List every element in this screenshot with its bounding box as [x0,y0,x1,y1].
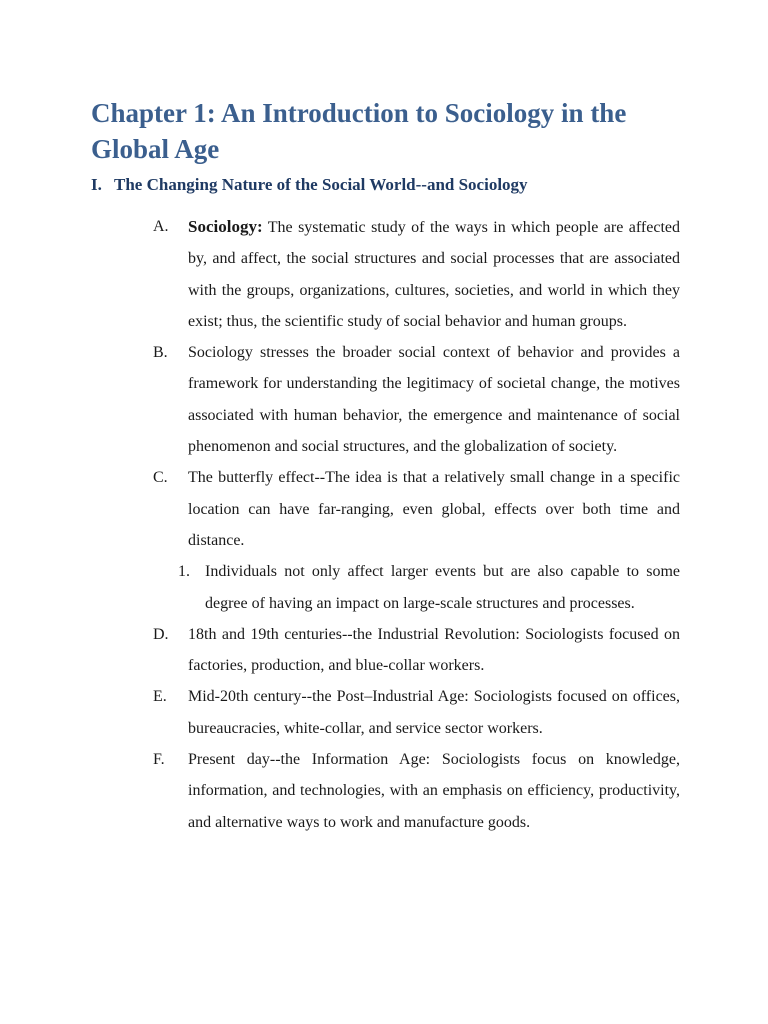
section-number: I. [91,175,102,194]
outline-subitem-1 [153,556,680,619]
chapter-title: Chapter 1: An Introduction to Sociology in the Global Age [91,98,627,164]
outline-item-a [153,211,680,337]
item-letter: B. [153,344,168,362]
outline-item-e [153,681,680,744]
item-letter: D. [153,625,169,643]
definition-text: The systematic study of the ways in which people are affected by, and affect, the social structures and social processes that are associated with the groups, organizations, cultures, societies, and world in which they exist; thus, the scientific study of social behavior and human groups. [188,219,680,330]
item-text: The butterfly effect--The idea is that a relatively small change in a specific location can have far-ranging, even global, effects over both time and distance. [188,469,680,549]
subitem-text: Individuals not only affect larger events but are also capable to some degree of having an impact on large-scale structures and processes. [205,563,680,612]
item-text: Mid-20th century--the Post–Industrial Age: Sociologists focused on offices, bureaucracies, white-collar, and service sector workers. [188,688,680,737]
item-text: 18th and 19th centuries--the Industrial Revolution: Sociologists focused on factories, production, and blue-collar workers. [188,625,680,675]
outline-item-b [153,337,680,462]
item-letter: C. [153,469,168,487]
item-text: Present day--the Information Age: Sociologists focus on knowledge, information, and technologies, with an emphasis on efficiency, productivity, and alternative ways to work and manufacture goods. [188,751,680,831]
outline-item-d [153,619,680,682]
item-letter: E. [153,688,167,706]
section-heading [91,173,528,197]
outline-item-c [153,462,680,556]
item-letter: F. [153,751,165,769]
outline-list [153,211,680,838]
subitem-number: 1. [178,563,190,581]
definition-term: Sociology: [188,217,263,236]
item-text [188,211,680,337]
section-title: The Changing Nature of the Social World--and Sociology [114,175,528,194]
item-letter: A. [153,218,169,235]
outline-item-f [153,744,680,838]
item-text: Sociology stresses the broader social context of behavior and provides a framework for understanding the legitimacy of societal change, the motives associated with human behavior, the emergence and maintenance of social phenomenon and social structures, and the globalization of society. [188,344,680,456]
